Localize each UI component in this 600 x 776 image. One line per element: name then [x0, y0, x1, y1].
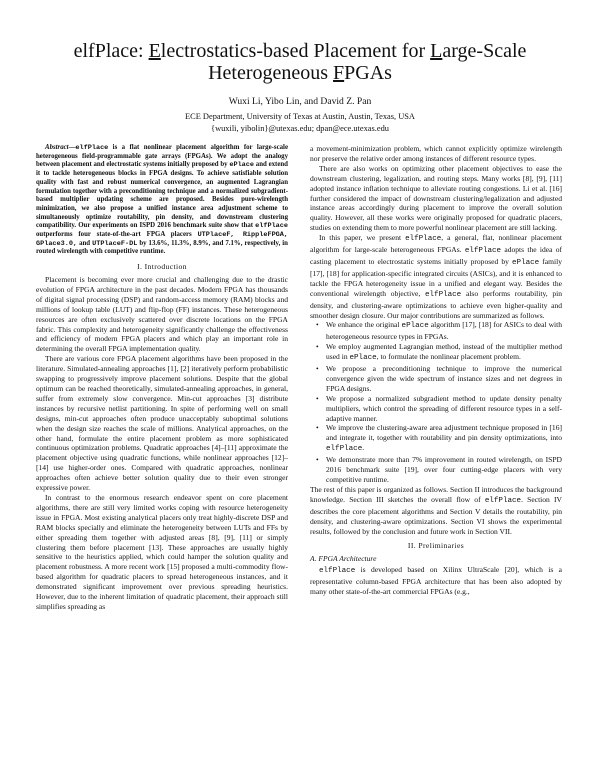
- paragraph: There are various core FPGA placement algorithms have been proposed in the literature. Simulated-annealing approaches [1], [2] iteratively perform probabilistic swapping to progressively improve placement solutions. Despite that the global optimum can be reached theoretically, simulated-annealing approaches, in general, suffer from extremely slow convergence. Min-cut approaches [3] distribute instances by recursive netlist partitioning. In spite of performing well on small designs, min-cut approaches often produce unacceptably suboptimal solutions when the design size reaches the scale of millions. Analytical approaches, on the other hand, formulate the entire placement problem as more sophisticated continuous optimization problems. Quadratic approaches [4]–[11] approximate the placement objective using quadratic functions, while nonlinear approaches [12]–[14] use higher-order ones. Compared with quadratic approaches, nonlinear approaches often achieve better solution quality due to their even stronger expressive power.: [36, 354, 288, 493]
- list-item: • We propose a preconditioning technique to improve the numerical convergence given the wide spectrum of instance sizes and net degrees in FPGA designs.: [322, 364, 562, 394]
- paragraph: Placement is becoming ever more crucial and challenging due to the drastic evolution of FPGA architecture in the past decades. Modern FPGA has thousands of digital signal processing (DSP) and random-access memory (RAM) blocks and millions of lookup table (LUT) and flip-flop (FF) instances. These heterogeneous resources are often exclusively scattered over discrete locations on the FPGA fabric. This complexity and heterogeneity significantly challenge the effectiveness and efficiency of modern FPGA placers and which play an important role in determining the overall FPGA implementation quality.: [36, 275, 288, 354]
- affiliation: ECE Department, University of Texas at Austin, Austin, Texas, USA: [185, 112, 415, 121]
- paragraph: In this paper, we present elfPlace, a general, flat, nonlinear placement algorithm for large-scale heterogeneous FPGAs. elfPlace adopts the idea of casting placement to electrostatic systems initially proposed by ePlace family [17], [18] for application-specific integrated circuits (ASICs), and it is enhanced to tackle the FPGA heterogeneity issue in a unified and elegant way. Besides the conventional wirelength objective, elfPlace also performs routability, pin density, and clustering-aware optimizations to achieve even higher-quality and smoother design closure. Our major contributions are summarized as follows.: [310, 233, 563, 320]
- list-item: • We demonstrate more than 7% improvement in routed wirelength, on ISPD 2016 benchmark suite [19], over four cutting-edge placers with very competitive runtime.: [322, 455, 562, 485]
- list-item: • We propose a normalized subgradient method to update density penalty multipliers, which control the spreading of different resource types in a self-adaptive manner.: [322, 394, 562, 424]
- subsection-heading-fpga-architecture: A. FPGA Architecture: [310, 554, 377, 564]
- section-heading-introduction: I. Introduction: [137, 262, 187, 272]
- right-column: [310, 144, 562, 597]
- paper-title: elfPlace: Electrostatics-based Placement for Large-Scale Heterogeneous FPGAs: [73, 40, 527, 84]
- paragraph: a movement-minimization problem, which cannot explicitly optimize wirelength nor preserve the relative order among instances of different resource types.: [310, 144, 562, 163]
- left-column: [36, 144, 288, 612]
- abstract: Abstract—elfPlace is a flat nonlinear placement algorithm for large-scale heterogeneous field-programmable gate arrays (FPGAs). We adopt the analogy between placement and electrostatic systems initially proposed by ePlace and extend it to tackle heterogeneous blocks in FPGA designs. To achieve satisfiable solution quality with fast and robust numerical convergence, an augmented Lagrangian formulation together with a preconditioning technique and a normalized subgradient-based multiplier updating scheme are proposed. Besides pure-wirelength minimization, we also propose a unified instance area adjustment scheme to simultaneously optimize routability, pin density, and downstream clustering compatibility. Our experiments on ISPD 2016 benchmark suite show that elfPlace outperforms four state-of-the-art FPGA placers UTPlaceF, RippleFPGA, GPlace3.0, and UTPlaceF-DL by 13.6%, 11.3%, 8.9%, and 7.1%, respectively, in routed wirelength with competitive runtime.: [36, 144, 288, 256]
- author-list: Wuxi Li, Yibo Lin, and David Z. Pan: [228, 96, 372, 107]
- contribution-list: [310, 320, 562, 485]
- section-heading-preliminaries: II. Preliminaries: [407, 541, 465, 551]
- paragraph: The rest of this paper is organized as follows. Section II introduces the background knowledge. Section III sketches the overall flow of elfPlace. Section IV describes the core placement algorithms and Section V details the routability, pin density, and clustering-aware optimizations. Section VI shows the experimental results, followed by the conclusion and future work in Section VII.: [310, 484, 562, 536]
- paragraph: There are also works on optimizing other placement objectives to ease the downstream clustering, legalization, and routing steps. Many works [8], [9], [11] adopted instance inflation technique to alleviate routing congestions. Li et al. [16] further considered the impact of downstream clustering/legalization and adjusted instance areas accordingly during placement to improve the overall solution quality. However, all these works were originally proposed for quadratic placers, studies on extending them to more powerful nonlinear placement are still lacking.: [310, 163, 562, 233]
- paragraph: In contrast to the enormous research endeavor spent on core placement algorithms, there are still very limited works coping with resource heterogeneity issue in FPGA. Most existing analytical placers only treat highly-discrete DSP and RAM blocks specially and eliminate the heterogeneity between LUTs and FFs by either spreading them together with adjusted areas [8], [9], [11] or simply clustering them before placement [13]. These approaches are usually highly sensitive to the heuristics applied, which could hamper the solution quality and placement robustness. A more recent work [15] proposed a multi-commodity flow-based algorithm for quadratic placers to spread heterogeneous instances, and it demonstrated significant improvement over previous spreading heuristics. However, due to the inherent limitation of quadratic placement, their approach still simplifies spreading as: [36, 492, 288, 611]
- author-emails: {wuxili, yibolin}@utexas.edu; dpan@ece.utexas.edu: [211, 124, 389, 133]
- list-item: • We improve the clustering-aware area adjustment technique proposed in [16] and integrate it, together with routability and pin density optimizations, into elfPlace.: [322, 423, 562, 455]
- list-item: • We employ augmented Lagrangian method, instead of the multiplier method used in ePlace, to formulate the nonlinear placement problem.: [322, 342, 562, 364]
- list-item: • We enhance the original ePlace algorithm [17], [18] for ASICs to deal with heterogeneous resource types in FPGAs.: [322, 320, 562, 342]
- paragraph: elfPlace is developed based on Xilinx UltraScale [20], which is a representative column-based FPGA architecture that has been also adopted by many other state-of-the-art commercial FPGAs (e.g.,: [310, 565, 562, 597]
